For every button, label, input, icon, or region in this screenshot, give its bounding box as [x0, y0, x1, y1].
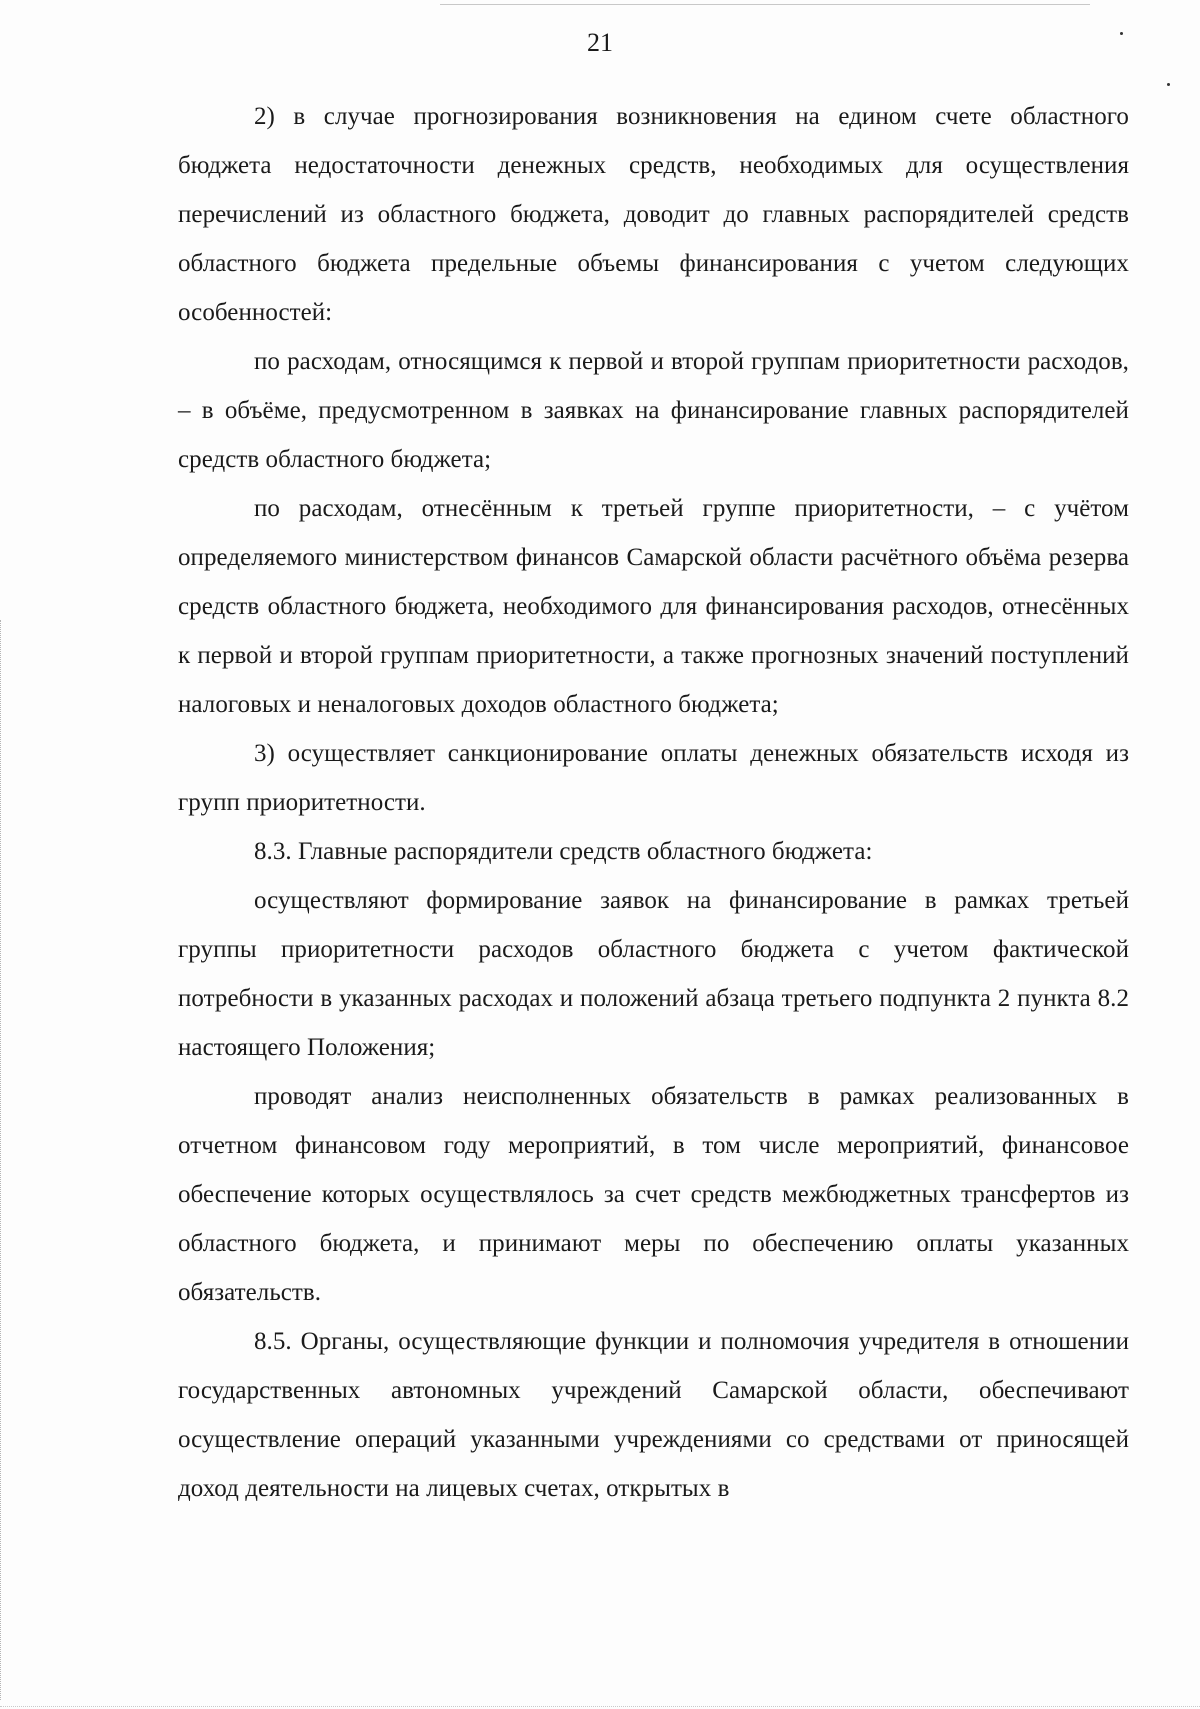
- section-heading-8-3: 8.3. Главные распорядители средств областного бюджета:: [254, 838, 873, 865]
- paragraph-section-8-5: 8.5. Органы, осуществляющие функции и полномочия учредителя в отношении государственных автономных учреждений Самарской области, обеспечивают осуществление операций указанными учреждениями со средствами от приносящей доход деятельности на лицевых счетах, открытых в: [178, 1328, 1129, 1502]
- document-body: [178, 92, 1129, 1513]
- scan-bottom-edge: [0, 1706, 1200, 1707]
- paragraph-requests-formation: осуществляют формирование заявок на финансирование в рамках третьей группы приоритетности расходов областного бюджета с учетом фактической потребности в указанных расходах и положений абзаца третьего подпункта 2 пункта 8.2 настоящего Положения;: [178, 887, 1129, 1061]
- paragraph-priority-group-3: по расходам, отнесённым к третьей группе приоритетности, – с учётом определяемого министерством финансов Самарской области расчётного объёма резерва средств областного бюджета, необходимого для финансирования расходов, отнесённых к первой и второй группам приоритетности, а также прогнозных значений поступлений налоговых и неналоговых доходов областного бюджета;: [178, 495, 1129, 718]
- paragraph-item-3: 3) осуществляет санкционирование оплаты денежных обязательств исходя из групп приоритетности.: [178, 740, 1129, 816]
- scan-speck: [1167, 83, 1170, 86]
- page-number: 21: [587, 28, 613, 57]
- paragraph-item-2: 2) в случае прогнозирования возникновения на едином счете областного бюджета недостаточности денежных средств, необходимых для осуществления перечислений из областного бюджета, доводит до главных распорядителей средств областного бюджета предельные объемы финансирования с учетом следующих особенностей:: [178, 103, 1129, 326]
- paragraph-obligations-analysis: проводят анализ неисполненных обязательств в рамках реализованных в отчетном финансовом году мероприятий, в том числе мероприятий, финансовое обеспечение которых осуществлялось за счет средств межбюджетных трансфертов из областного бюджета, и принимают меры по обеспечению оплаты указанных обязательств.: [178, 1083, 1129, 1306]
- scan-left-edge: [0, 620, 4, 1700]
- scan-top-edge: [440, 4, 1090, 5]
- paragraph-priority-groups-1-2: по расходам, относящимся к первой и второй группам приоритетности расходов, – в объёме, предусмотренном в заявках на финансирование главных распорядителей средств областного бюджета;: [178, 348, 1129, 473]
